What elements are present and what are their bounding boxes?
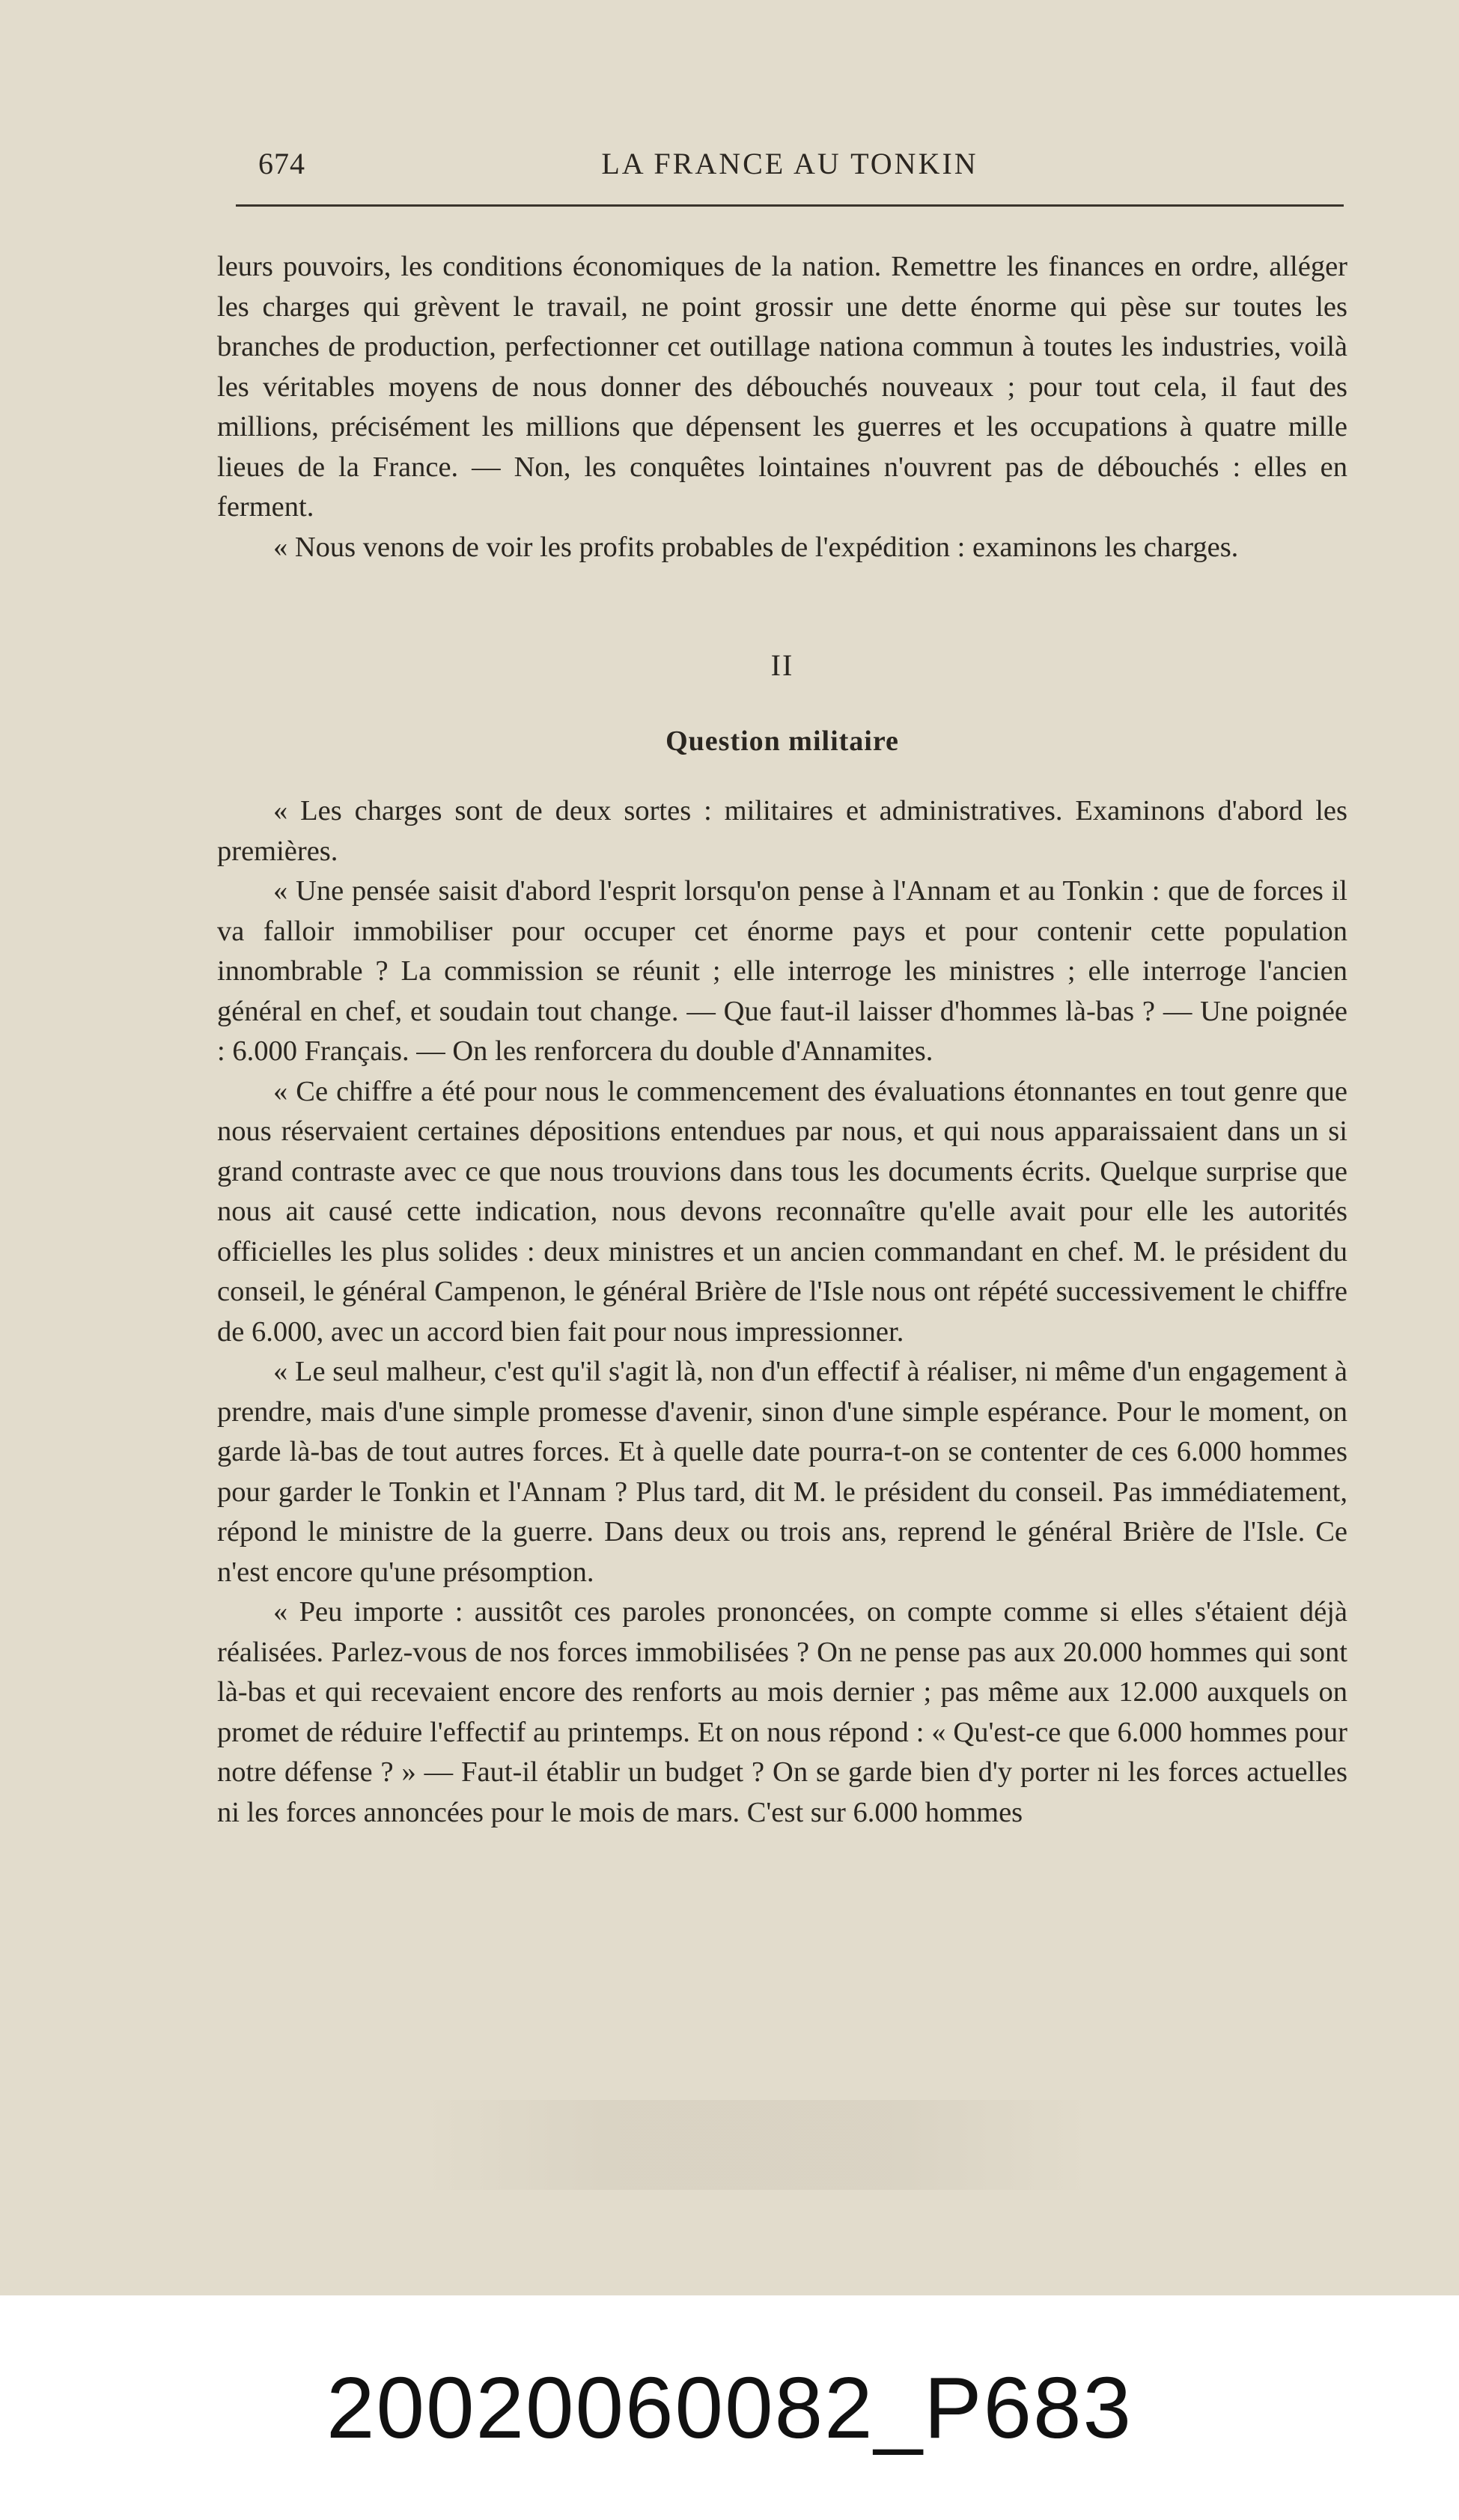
paragraph-seul-malheur: « Le seul malheur, c'est qu'il s'agit là, non d'un effectif à réaliser, ni même d'un engagement à prendre, mais d'une simple promesse d'avenir, sinon d'une simple espérance. Pour le moment, on garde là-bas de tout autres forces. Et à quelle date pourra-t-on se contenter de ces 6.000 hommes pour garder le Tonkin et l'Annam ? Plus tard, dit M. le président du conseil. Pas immédiatement, répond le ministre de la guerre. Dans deux ou trois ans, reprend le général Brière de l'Isle. Ce n'est encore qu'une présomption. (217, 1356, 1347, 1588)
body-text (217, 247, 1347, 1833)
paragraph-peu-importe: « Peu importe : aussitôt ces paroles prononcées, on compte comme si elles s'étaient déjà réalisées. Parlez-vous de nos forces immobilisées ? On ne pense pas aux 20.000 hommes qui sont là-bas et qui recevaient encore des renforts au mois dernier ; pas même aux 12.000 auxquels on promet de réduire l'effectif au printemps. Et on nous répond : « Qu'est-ce que 6.000 hommes pour notre défense ? » — Faut-il établir un budget ? On se garde bien d'y porter ni les forces actuelles ni les forces annoncées pour le mois de mars. C'est sur 6.000 hommes (217, 1596, 1347, 1828)
running-title: LA FRANCE AU TONKIN (601, 147, 978, 180)
bleed-through-shadow (419, 2100, 1093, 2190)
image-identifier-caption: 20020060082_P683 (326, 2359, 1133, 2456)
page-number: 674 (258, 147, 305, 180)
intro-paragraph: leurs pouvoirs, les conditions économiques de la nation. Remettre les finances en ordre, alléger les charges qui grèvent le travail, ne point grossir une dette énorme qui pèse sur toutes les branches de production, perfectionner cet outillage nationa commun à toutes les industries, voilà les véritables moyens de nous donner des débouchés nouveaux ; pour tout cela, il faut des millions, précisément les millions que dépensent les guerres et les occupations à quatre mille lieues de la France. — Non, les conquêtes lointaines n'ouvrent pas de débouchés : elles en ferment. (217, 251, 1347, 523)
section-title: Question militaire (665, 725, 899, 757)
paragraph-annam-tonkin: « Une pensée saisit d'abord l'esprit lorsqu'on pense à l'Annam et au Tonkin : que de forces il va falloir immobiliser pour occuper cet énorme pays et pour contenir cette population innombrable ? La commission se réunit ; elle interroge les ministres ; elle interroge l'ancien général en chef, et soudain tout change. — Que faut-il laisser d'hommes là-bas ? — Une poignée : 6.000 Français. — On les renforcera du double d'Annamites. (217, 875, 1347, 1067)
paragraph-two-sorts: « Les charges sont de deux sortes : militaires et administratives. Examinons d'abord les premières. (217, 795, 1347, 867)
paragraph-charges: « Nous venons de voir les profits probables de l'expédition : examinons les charges. (273, 531, 1239, 563)
running-head (236, 139, 1344, 191)
paragraph-evaluations: « Ce chiffre a été pour nous le commencement des évaluations étonnantes en tout genre que nous réservaient certaines dépositions entendues par nous, et qui nous apparaissaient dans un si grand contraste avec ce que nous trouvions dans tous les documents écrits. Quelque surprise que nous ait causé cette indication, nous devons reconnaître qu'elle avait pour elle les autorités officielles les plus solides : deux ministres et un ancien commandant en chef. M. le président du conseil, le général Campenon, le général Brière de l'Isle nous ont répété successivement le chiffre de 6.000, avec un accord bien fait pour nous impressionner. (217, 1075, 1347, 1348)
header-rule (236, 204, 1344, 207)
section-number: II (770, 648, 794, 682)
